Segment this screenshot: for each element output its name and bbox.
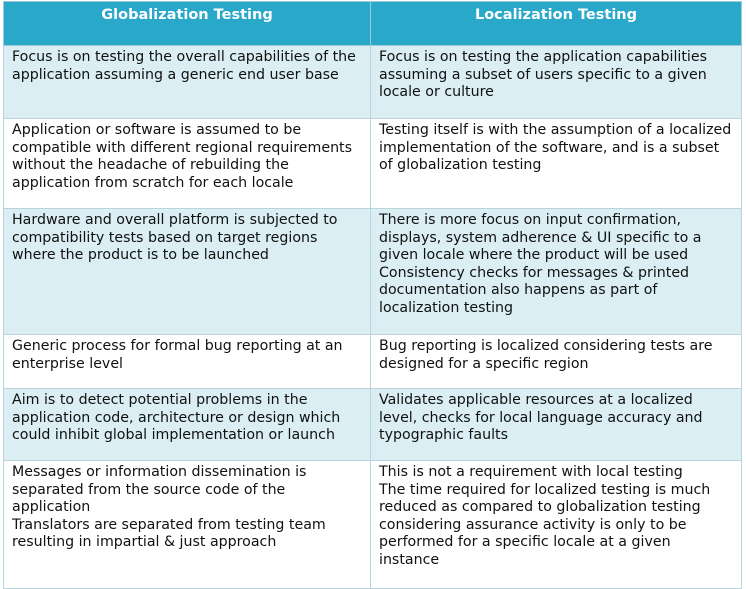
globalization-cell: Application or software is assumed to be compatible with different regional requirements without the headache of rebuilding the application from scratch for each locale [4, 119, 371, 209]
localization-cell: Bug reporting is localized considering tests are designed for a specific region [371, 335, 742, 389]
header-localization: Localization Testing [371, 2, 742, 46]
localization-cell: This is not a requirement with local testing The time required for localized testing is much reduced as compared to globalization testing considering assurance activity is only to be performed for a specific locale at a given instance [371, 461, 742, 589]
globalization-cell: Hardware and overall platform is subjected to compatibility tests based on target regions where the product is to be launched [4, 209, 371, 335]
table-row [4, 461, 742, 589]
localization-cell: Testing itself is with the assumption of a localized implementation of the software, and is a subset of globalization testing [371, 119, 742, 209]
table-row [4, 209, 742, 335]
table-row [4, 46, 742, 119]
globalization-cell: Generic process for formal bug reporting at an enterprise level [4, 335, 371, 389]
globalization-cell: Aim is to detect potential problems in the application code, architecture or design which could inhibit global implementation or launch [4, 389, 371, 461]
comparison-table [3, 1, 742, 589]
localization-cell: Validates applicable resources at a localized level, checks for local language accuracy and typographic faults [371, 389, 742, 461]
header-row [4, 2, 742, 46]
header-globalization: Globalization Testing [4, 2, 371, 46]
globalization-cell: Focus is on testing the overall capabilities of the application assuming a generic end user base [4, 46, 371, 119]
table-row [4, 335, 742, 389]
table-row [4, 119, 742, 209]
globalization-cell: Messages or information dissemination is separated from the source code of the application Translators are separated from testing team resulting in impartial & just approach [4, 461, 371, 589]
localization-cell: Focus is on testing the application capabilities assuming a subset of users specific to a given locale or culture [371, 46, 742, 119]
localization-cell: There is more focus on input confirmation, displays, system adherence & UI specific to a given locale where the product will be used Consistency checks for messages & printed documentation also happens as part of localization testing [371, 209, 742, 335]
table-row [4, 389, 742, 461]
